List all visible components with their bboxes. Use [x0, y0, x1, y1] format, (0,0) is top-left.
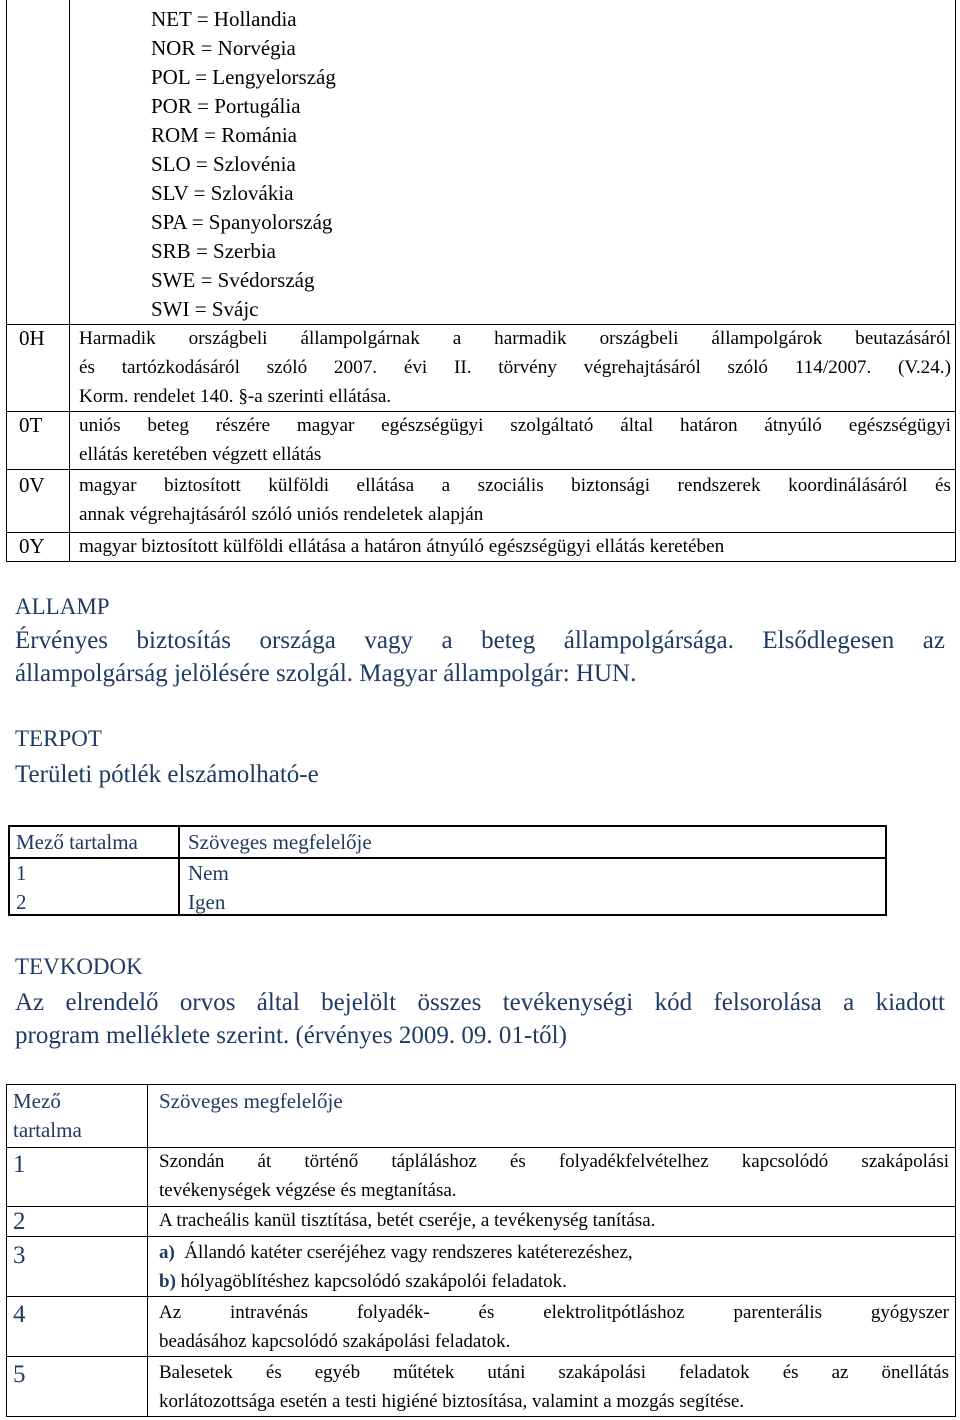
country-code-table	[6, 0, 956, 562]
row-divider	[7, 1236, 955, 1237]
table-cell: Igen	[188, 890, 226, 914]
column-divider	[147, 1085, 148, 1416]
row-divider	[7, 1296, 955, 1297]
paragraph-line: Érvényes biztosítás országa vagy a beteg állampolgársága. Elsődlegesen az	[15, 627, 945, 654]
code-0Y-description	[79, 532, 951, 561]
row-number: 3	[13, 1242, 26, 1269]
country-item: SLO = Szlovénia	[151, 152, 296, 176]
description-line: tevékenységek végzése és megtanítása.	[159, 1180, 457, 1201]
table-header-cell: Szöveges megfelelője	[188, 830, 372, 854]
description-line: magyar biztosított külföldi ellátása a határon átnyúló egészségügyi ellátás keretében	[79, 536, 725, 557]
country-item: SRB = Szerbia	[151, 239, 277, 263]
description-line: A tracheális kanül tisztítása, betét cseréje, a tevékenység tanítása.	[159, 1210, 656, 1231]
description-line: és tartózkodásáról szóló 2007. évi II. törvény végrehajtásáról szóló 114/2007. (V.24.)	[79, 357, 951, 378]
column-divider	[69, 0, 70, 561]
terpot-table	[8, 825, 887, 916]
paragraph-line: program melléklete szerint. (érvényes 2009. 09. 01-től)	[15, 1022, 567, 1049]
table-header-cell: Szöveges megfelelője	[159, 1089, 343, 1113]
table-header-cell: tartalma	[13, 1118, 82, 1142]
description-line: Szondán át történő tápláláshoz és folyadékfelvételhez kapcsolódó szakápolási	[159, 1151, 949, 1172]
terpot-description: Területi pótlék elszámolható-e	[15, 761, 319, 788]
column-divider	[178, 827, 180, 914]
description-line: Az intravénás folyadék- és elektrolitpótláshoz parenterális gyógyszer	[159, 1302, 949, 1323]
row-divider	[7, 469, 955, 470]
country-item: POL = Lengyelország	[151, 65, 336, 89]
activity-description	[159, 1358, 949, 1416]
country-item: SWI = Svájc	[151, 297, 259, 321]
description-line: annak végrehajtásáról szóló uniós rendeletek alapján	[79, 504, 484, 525]
item-marker: a)	[159, 1242, 175, 1263]
code-0H: 0H	[19, 326, 45, 350]
row-divider	[10, 857, 885, 859]
table-cell: Nem	[188, 861, 229, 885]
paragraph-line: állampolgárság jelölésére szolgál. Magyar állampolgár: HUN.	[15, 660, 637, 687]
activity-description	[159, 1238, 949, 1296]
description-line: Harmadik országbeli állampolgárnak a harmadik országbeli állampolgárok beutazásáról	[79, 328, 951, 349]
description-line	[159, 1267, 949, 1296]
row-number: 1	[13, 1151, 26, 1178]
description-line: magyar biztosított külföldi ellátása a szociális biztonsági rendszerek koordinálásáról és	[79, 475, 951, 496]
row-divider	[7, 1356, 955, 1357]
description-line: uniós beteg részére magyar egészségügyi szolgáltató által határon átnyúló egészségügyi	[79, 415, 951, 436]
item-text: hólyagöblítéshez kapcsolódó szakápolói feladatok.	[180, 1271, 567, 1292]
activity-description	[159, 1298, 949, 1356]
item-marker: b)	[159, 1271, 176, 1292]
tevkodok-heading: TEVKODOK	[15, 954, 143, 979]
country-item: SLV = Szlovákia	[151, 181, 294, 205]
allamp-description	[15, 624, 945, 690]
description-line: Korm. rendelet 140. §-a szerinti ellátása.	[79, 386, 392, 407]
row-number: 4	[13, 1301, 26, 1328]
country-item: POR = Portugália	[151, 94, 301, 118]
table-cell: 2	[16, 890, 27, 914]
item-text: Állandó katéter cseréjéhez vagy rendszeres katéterezéshez,	[184, 1242, 633, 1263]
terpot-heading: TERPOT	[15, 726, 102, 751]
table-cell: 1	[16, 861, 27, 885]
table-header-cell: Mező tartalma	[16, 830, 138, 854]
description-line: korlátozottsága esetén a testi higiéné biztosítása, valamint a mozgás segítése.	[159, 1391, 745, 1412]
country-item: ROM = Románia	[151, 123, 298, 147]
tevkodok-description	[15, 986, 945, 1052]
table-header-cell: Mező	[13, 1089, 61, 1113]
description-line: ellátás keretében végzett ellátás	[79, 444, 322, 465]
tevkodok-table	[6, 1084, 956, 1417]
country-item: NET = Hollandia	[151, 7, 297, 31]
row-number: 2	[13, 1208, 26, 1235]
paragraph-line: Az elrendelő orvos által bejelölt összes tevékenységi kód felsorolása a kiadott	[15, 989, 945, 1016]
code-0V-description	[79, 471, 951, 529]
code-0T: 0T	[19, 413, 43, 437]
country-item: SWE = Svédország	[151, 268, 315, 292]
country-item: NOR = Norvégia	[151, 36, 296, 60]
code-0V: 0V	[19, 473, 45, 497]
activity-description	[159, 1206, 949, 1235]
description-line: Balesetek és egyéb műtétek utáni szakápolási feladatok és az önellátás	[159, 1362, 949, 1383]
country-item: SPA = Spanyolország	[151, 210, 333, 234]
code-0Y: 0Y	[19, 534, 45, 558]
description-line: beadásához kapcsolódó szakápolási feladatok.	[159, 1331, 511, 1352]
allamp-heading: ALLAMP	[15, 594, 110, 619]
row-number: 5	[13, 1361, 26, 1388]
description-line	[159, 1238, 949, 1267]
code-0T-description	[79, 411, 951, 469]
activity-description	[159, 1147, 949, 1205]
code-0H-description	[79, 324, 951, 411]
